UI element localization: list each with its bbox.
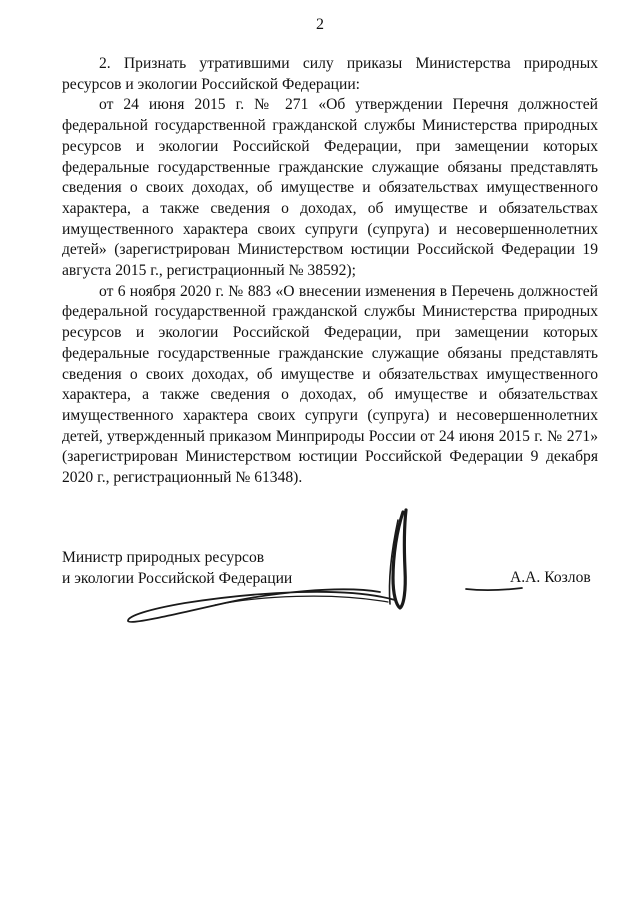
document-body xyxy=(62,54,598,489)
signatory-title-line1: Министр природных ресурсов xyxy=(62,549,265,566)
paragraph-order-883: от 6 ноября 2020 г. № 883 «О внесении изменения в Перечень должностей федеральной государственной гражданской службы Министерства природных ресурсов и экологии Российской Федерации, при замещении которых федеральные государственные гражданские служащие обязаны представлять сведения о своих доходах, об имуществе и обязательствах имущественного характера, а также сведения о доходах, об имуществе и обязательствах имущественного характера своих супруги (супруга) и несовершеннолетних детей, утвержденный приказом Минприроды России от 24 июня 2015 г. № 271» (зарегистрирован Министерством юстиции Российской Федерации 9 декабря 2020 г., регистрационный № 61348). xyxy=(62,282,598,487)
signatory-name: А.А. Козлов xyxy=(510,569,591,586)
page-number: 2 xyxy=(316,16,324,33)
signatory-title-line2: и экологии Российской Федерации xyxy=(62,569,293,587)
signatory-title xyxy=(62,548,292,589)
paragraph-item-2: 2. Признать утратившими силу приказы Министерства природных ресурсов и экологии Российской Федерации: xyxy=(62,55,598,93)
paragraph-order-271: от 24 июня 2015 г. № 271 «Об утверждении Перечня должностей федеральной государственной гражданской службы Министерства природных ресурсов и экологии Российской Федерации, при замещении которых федеральные государственные гражданские служащие обязаны представлять сведения о своих доходах, об имуществе и обязательствах имущественного характера, а также сведения о доходах, об имуществе и обязательствах имущественного характера своих супруги (супруга) и несовершеннолетних детей» (зарегистрирован Министерством юстиции Российской Федерации 19 августа 2015 г., регистрационный № 38592); xyxy=(62,96,598,280)
